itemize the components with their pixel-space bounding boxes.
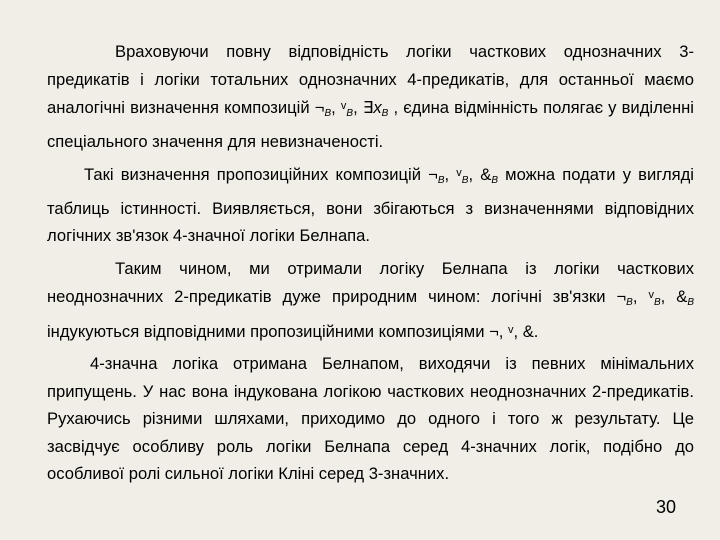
subscript-b: B	[461, 175, 469, 186]
paragraph-4: 4-значна логіка отримана Белнапом, виходячи із певних мінімальних припущень. У нас вона індукована логікою часткових неоднозначних 2-предикатів. Рухаючись різними шляхами, приходимо до одного і того ж результату. Це засвідчує особливу роль логіки Белнапа серед 4-значних логік, подібно до особливої ролі сильної логіки Кліні серед 3-значних.	[47, 354, 694, 483]
conjunction-symbol: &	[480, 165, 492, 184]
paragraph-2-text-a: Такі визначення пропозиційних композицій	[84, 165, 429, 184]
separator: ,	[468, 165, 481, 184]
paragraph-1	[47, 38, 694, 155]
subscript-b: B	[437, 175, 445, 186]
separator: ,	[632, 287, 649, 306]
paragraph-2-text-b: можна подати у вигляді таблиць істинності. Виявляється, вони збігаються з визначеннями відповідних логічних зв'язок 4-значної логіки Белнапа.	[47, 165, 694, 245]
subscript-b: B	[346, 108, 354, 119]
exists-symbol: ∃	[362, 98, 374, 117]
disjunction-symbol: v	[648, 289, 654, 301]
paragraph-1-text-a: Враховуючи повну відповідність логіки часткових однозначних 3-предикатів і логіки тотальних однозначних 4-предикатів, для останньої маємо аналогічні визначення композицій	[47, 42, 694, 117]
subscript-b: B	[653, 297, 661, 308]
paragraph-3-text-c: , &.	[513, 321, 539, 341]
paragraph-2	[47, 160, 694, 250]
subscript-b: B	[381, 108, 389, 119]
separator: ,	[444, 165, 457, 184]
paragraph-3-text-a: Таким чином, ми отримали логіку Белнапа із логіки часткових неоднозначних 2-предикатів дуже природним чином: логічні зв'язки	[47, 258, 694, 306]
subscript-b: B	[687, 297, 694, 308]
slide-body	[47, 38, 694, 493]
separator: ,	[353, 98, 363, 117]
disjunction-symbol: v	[456, 167, 462, 179]
separator: ,	[660, 287, 677, 306]
negation-symbol: ¬	[314, 98, 325, 117]
subscript-b: B	[626, 297, 633, 308]
negation-symbol: ¬	[428, 165, 438, 184]
subscript-b: B	[491, 175, 498, 186]
disjunction-symbol: v	[508, 323, 514, 336]
conjunction-symbol: &	[676, 287, 688, 306]
variable-x: x	[373, 98, 382, 117]
subscript-b: B	[324, 108, 332, 119]
separator: ,	[331, 98, 341, 117]
paragraph-1-text-b: , єдина відмінність полягає у виділенні спеціального значення для невизначеності.	[47, 98, 694, 151]
negation-symbol: ¬	[616, 287, 627, 306]
page-number: 30	[655, 497, 676, 517]
paragraph-3	[47, 255, 694, 346]
disjunction-symbol: v	[340, 100, 347, 112]
paragraph-3-text-b: індукуються відповідними пропозиційними композиціями ¬,	[47, 321, 508, 341]
